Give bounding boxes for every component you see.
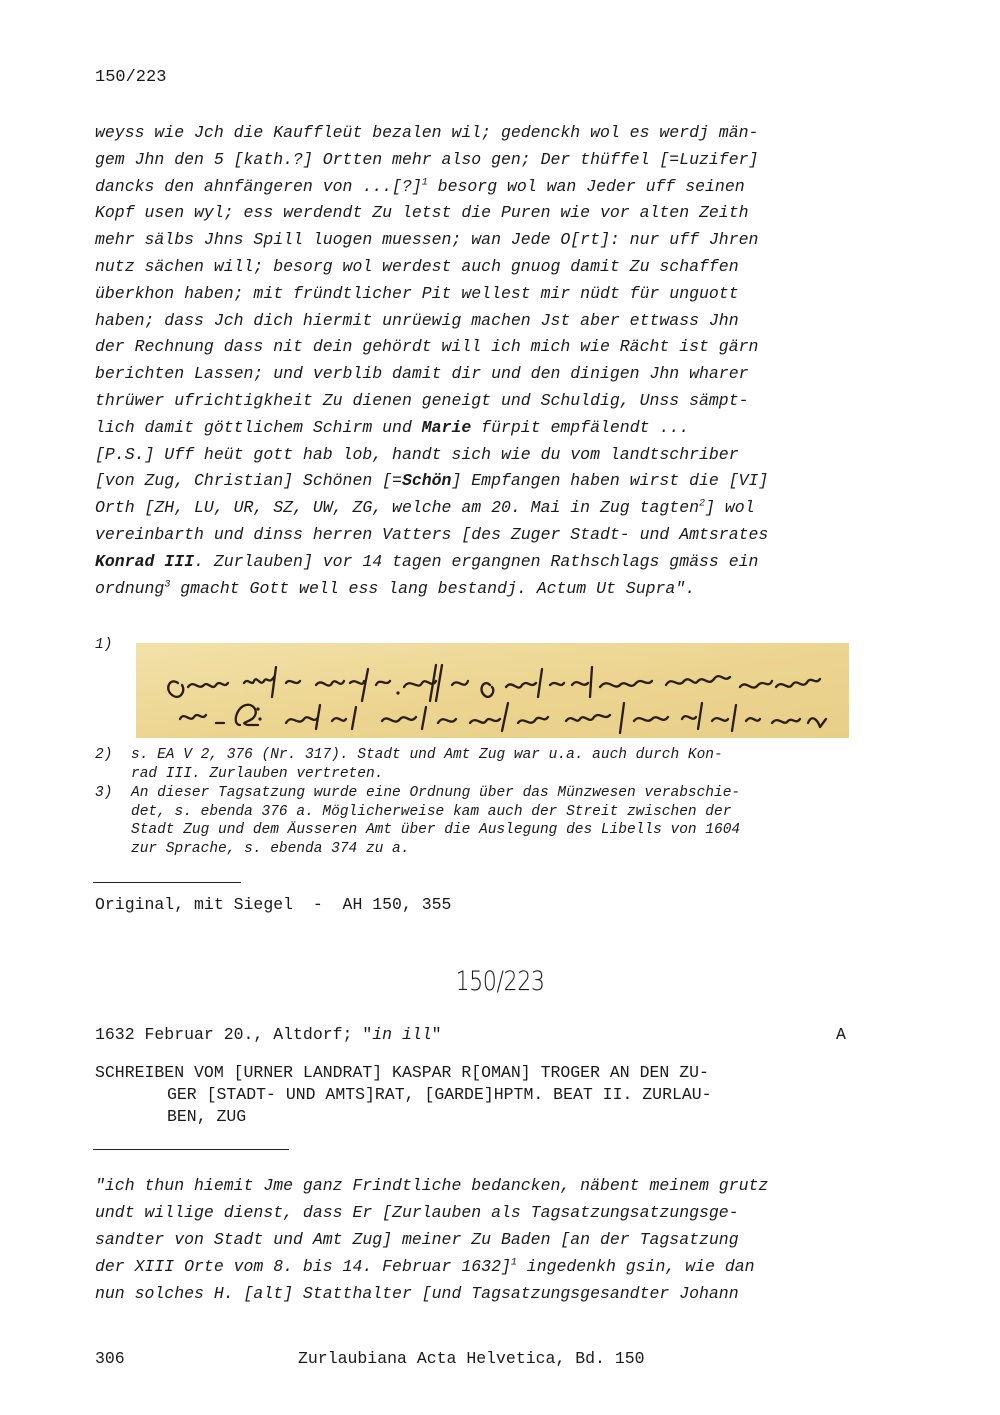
quote-line: undt willige dienst, dass Er [Zurlauben als Tagsatzungsatzungsge- [95,1203,739,1222]
bold-name-schoen: Schön [401,471,452,491]
body-line: Orth [ZH, LU, UR, SZ, UW, ZG, welche am 20. Mai in Zug tagten$^2$] wol [95,498,755,518]
body-line: überkhon haben; mit fründtlicher Pit wellest mir nüdt für unguott [95,283,739,303]
footnote-3-line: Stadt Zug und dem Äusseren Amt über die Auslegung des Libells von 1604 [131,822,741,839]
quote-line: "ich thun hiemit Jme ganz Frindtliche bedancken, näbent meinem grutz [95,1176,769,1195]
heading-line: BEN, ZUG [167,1107,247,1126]
body-line: mehr sälbs Jhns Spill luogen muessen; wan Jede O[rt]: nur uff Jhren [95,230,759,250]
header-doc-number: 150/223 [95,68,167,87]
footnote-ref-2: 2 [699,498,706,510]
heading-divider [93,1149,289,1150]
footnote-1-label: 1) [95,637,113,653]
body-line: [von Zug, Christian] Schönen [=Schön] Empfangen haben wirst die [VI] [95,471,769,491]
next-doc-date-place: 1632 Februar 20., Altdorf; "in ill" [95,1025,442,1044]
footer-page-number: 306 [95,1349,125,1368]
footnote-2-line: rad III. Zurlauben vertreten. [131,765,384,782]
body-line: thrüwer ufrichtigkheit Zu dienen geneigt und Schuldig, Unss sämpt- [95,390,749,410]
footer-series-title: Zurlaubiana Acta Helvetica, Bd. 150 [298,1349,645,1368]
footnote-2-label: 2) [95,747,113,763]
body-line: der Rechnung dass nit dein gehördt will ich mich wie Rächt ist gärn [95,337,759,357]
body-line: Konrad III. Zurlauben] vor 14 tagen ergangnen Rathschlags gmäss ein [95,551,759,571]
handwriting-icon [136,643,849,738]
footnote-2 [95,746,865,784]
bold-name-konrad: Konrad III [95,551,195,571]
body-line: weyss wie Jch die Kauffleüt bezalen wil; gedenckh wol es werdj män- [95,123,759,142]
body-line: dancks den ahnfängeren von ...[?]$^1$ besorg wol wan Jeder uff seinen [95,176,745,196]
next-doc-classification: A [836,1025,846,1044]
quote-line: sandter von Stadt und Amt Zug] meiner Zu Baden [an der Tagsatzung [95,1230,739,1249]
letter-body [95,120,865,602]
footnote-2-line: s. EA V 2, 376 (Nr. 317). Stadt und Amt Zug war u.a. auch durch Kon- [131,747,723,763]
footnote-3-line: zur Sprache, s. ebenda 374 zu a. [131,840,410,857]
footnote-ref-1: 1 [421,177,428,189]
heading-line: GER [STADT- UND AMTS]RAT, [GARDE]HPTM. BEAT II. ZURLAU- [167,1085,712,1104]
body-line: [P.S.] Uff heüt gott hab lob, handt sich wie du vom landtschriber [95,444,739,464]
footnote-ref-3: 3 [164,579,171,591]
body-line: gem Jhn den 5 [kath.?] Ortten mehr also gen; Der thüffel [=Luzifer] [95,149,759,169]
body-line: vereinbarth und dinss herren Vatters [des Zuger Stadt- und Amtsrates [95,524,769,544]
quote-line: der XIII Orte vom 8. bis 14. Februar 1632]$^1$ ingedenkh gsin, wie dan [95,1257,755,1276]
footnote-3 [95,784,865,860]
footnote-ref-1b: 1 [510,1257,517,1269]
next-doc-heading [95,1062,855,1128]
source-line: Original, mit Siegel - AH 150, 355 [95,895,452,914]
body-line: haben; dass Jch dich hiermit unrüewig machen Jst aber ettwass Jhn [95,310,739,330]
footnote-3-label: 3) [95,785,113,801]
footnote-3-line: det, s. ebenda 376 a. Möglicherweise kam auch der Streit zwischen der [131,803,732,820]
body-line: berichten Lassen; und verblib damit dir und den dinigen Jhn wharer [95,364,749,384]
body-line: nutz sächen will; besorg wol werdest auch gnuog damit Zu schaffen [95,256,739,276]
footnote-3-line: An dieser Tagsatzung wurde eine Ordnung über das Münzwesen verabschie- [131,785,741,801]
next-doc-quote [95,1172,865,1307]
manuscript-image [136,643,849,738]
body-line: Kopf usen wyl; ess werdendt Zu letst die Puren wie vor alten Zeith [95,203,749,223]
quote-line: nun solches H. [alt] Statthalter [und Tagsatzungsgesandter Johann [95,1284,739,1303]
heading-line: SCHREIBEN VOM [URNER LANDRAT] KASPAR R[OMAN] TROGER AN DEN ZU- [95,1063,709,1082]
source-divider [93,882,241,883]
next-doc-number: 150/223 [455,966,545,997]
body-line: ordnung$^3$ gmacht Gott well ess lang bestandj. Actum Ut Supra". [95,578,696,598]
bold-name-marie: Marie [421,417,472,437]
body-line: lich damit göttlichem Schirm und Marie fürpit empfälendt ... [95,417,690,437]
